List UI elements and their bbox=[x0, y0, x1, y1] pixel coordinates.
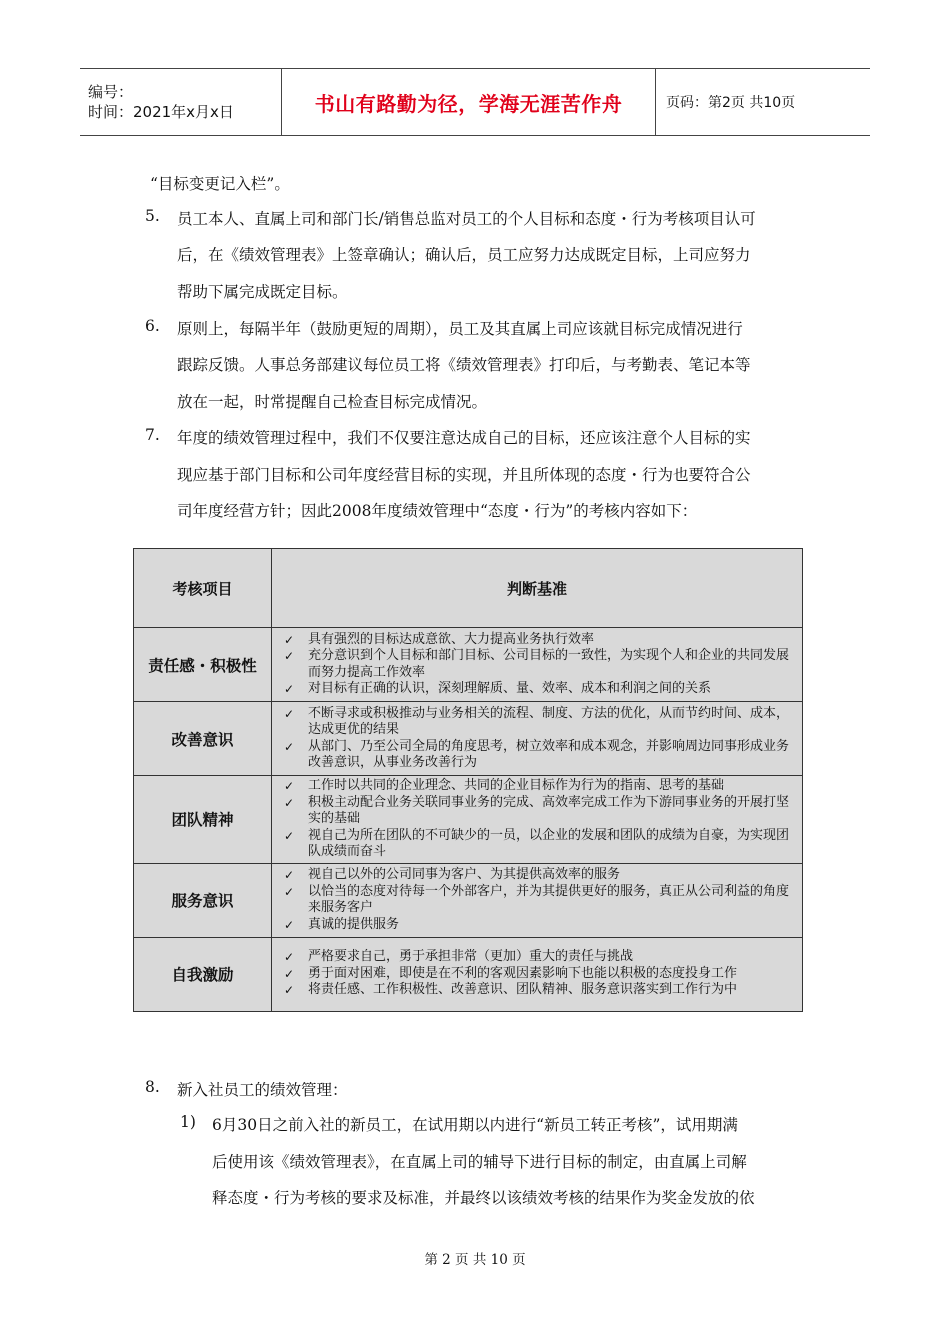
evaluation-criteria-table bbox=[133, 548, 803, 1012]
header-meta bbox=[80, 69, 282, 135]
criterion: ✓ 积极主动配合业务关联同事业务的完成、高效率完成工作为下游同事业务的开展打坚实的基础 bbox=[276, 795, 796, 828]
check-icon: ✓ bbox=[284, 966, 295, 981]
criterion: ✓ 以恰当的态度对待每一个外部客户，并为其提供更好的服务，真正从公司利益的角度来服务客户 bbox=[276, 884, 796, 917]
criterion: ✓ 从部门、乃至公司全局的角度思考，树立效率和成本观念，并影响周边同事形成业务改善意识，从事业务改善行为 bbox=[276, 739, 796, 772]
table-row bbox=[134, 702, 803, 776]
criterion: ✓ 具有强烈的目标达成意欲、大力提高业务执行效率 bbox=[276, 632, 796, 649]
paragraph-line: 员工本人、直属上司和部门长/销售总监对员工的个人目标和态度・行为考核项目认可 bbox=[177, 210, 756, 228]
column-header-criteria: 判断基准 bbox=[272, 549, 803, 628]
criterion: ✓ 工作时以共同的企业理念、共同的企业目标作为行为的指南、思考的基础 bbox=[276, 778, 796, 795]
check-icon: ✓ bbox=[284, 795, 295, 810]
check-icon: ✓ bbox=[284, 868, 295, 882]
document-header bbox=[80, 68, 870, 136]
criterion: ✓ 不断寻求或积极推动与业务相关的流程、制度、方法的优化，从而节约时间、成本，达成更优的结果 bbox=[276, 706, 796, 739]
paragraph-line: 6月30日之前入社的新员工，在试用期以内进行“新员工转正考核”，试用期满 bbox=[212, 1116, 738, 1134]
item-number: 8. bbox=[145, 1078, 160, 1096]
row-item-label: 自我激励 bbox=[134, 937, 272, 1011]
table-row bbox=[134, 776, 803, 864]
paragraph-line: 年度的绩效管理过程中，我们不仅要注意达成自己的目标，还应该注意个人目标的实 bbox=[177, 429, 751, 447]
paragraph-line: 新入社员工的绩效管理： bbox=[177, 1081, 348, 1099]
criterion: ✓ 真诚的提供服务 bbox=[276, 917, 796, 934]
check-icon: ✓ bbox=[284, 884, 295, 899]
header-page-label: 页码：第2页 共10页 bbox=[666, 95, 796, 111]
sub-item-number: 1) bbox=[180, 1113, 196, 1131]
check-icon: ✓ bbox=[284, 950, 295, 965]
paragraph-line: 后，在《绩效管理表》上签章确认；确认后，员工应努力达成既定目标，上司应努力 bbox=[177, 246, 751, 264]
check-icon: ✓ bbox=[284, 682, 295, 696]
paragraph-line: 现应基于部门目标和公司年度经营目标的实现，并且所体现的态度・行为也要符合公 bbox=[177, 466, 751, 484]
header-motto: 书山有路勤为径，学海无涯苦作舟 bbox=[282, 69, 656, 135]
paragraph-line: “目标变更记入栏”。 bbox=[150, 175, 290, 193]
paragraph-line: 后使用该《绩效管理表》，在直属上司的辅导下进行目标的制定，由直属上司解 bbox=[212, 1153, 747, 1171]
row-criteria bbox=[272, 863, 803, 937]
table-row bbox=[134, 628, 803, 702]
paragraph-line: 司年度经营方针；因此2008年度绩效管理中“态度・行为”的考核内容如下： bbox=[177, 502, 698, 520]
table-row bbox=[134, 937, 803, 1011]
number-label: 编号： bbox=[88, 83, 134, 101]
row-item-label: 改善意识 bbox=[134, 702, 272, 776]
column-header-item: 考核项目 bbox=[134, 549, 272, 628]
criterion: ✓ 对目标有正确的认识，深刻理解质、量、效率、成本和利润之间的关系 bbox=[276, 681, 796, 698]
row-criteria bbox=[272, 702, 803, 776]
date-label: 时间：2021年x月x日 bbox=[88, 103, 234, 121]
check-icon: ✓ bbox=[284, 828, 295, 843]
page-footer: 第 2 页 共 10 页 bbox=[424, 1252, 526, 1268]
criterion: ✓ 充分意识到个人目标和部门目标、公司目标的一致性，为实现个人和企业的共同发展而努力提高工作效率 bbox=[276, 648, 796, 681]
criterion: ✓ 视自己为所在团队的不可缺少的一员，以企业的发展和团队的成绩为自豪，为实现团队成绩而奋斗 bbox=[276, 828, 796, 861]
row-item-label: 团队精神 bbox=[134, 776, 272, 864]
table-row bbox=[134, 863, 803, 937]
check-icon: ✓ bbox=[284, 983, 295, 998]
item-number: 6. bbox=[145, 317, 160, 335]
check-icon: ✓ bbox=[284, 649, 295, 663]
row-item-label: 服务意识 bbox=[134, 863, 272, 937]
check-icon: ✓ bbox=[284, 632, 295, 647]
criterion: ✓ 严格要求自己，勇于承担非常（更加）重大的责任与挑战 bbox=[276, 949, 796, 966]
criterion: ✓ 视自己以外的公司同事为客户、为其提供高效率的服务 bbox=[276, 867, 796, 884]
paragraph-line: 放在一起，时常提醒自己检查目标完成情况。 bbox=[177, 393, 488, 411]
check-icon: ✓ bbox=[284, 917, 295, 932]
row-criteria bbox=[272, 776, 803, 864]
item-number: 5. bbox=[145, 207, 160, 225]
paragraph-line: 帮助下属完成既定目标。 bbox=[177, 283, 348, 301]
row-criteria bbox=[272, 937, 803, 1011]
check-icon: ✓ bbox=[284, 739, 295, 754]
check-icon: ✓ bbox=[284, 779, 295, 793]
paragraph-line: 跟踪反馈。人事总务部建议每位员工将《绩效管理表》打印后，与考勤表、笔记本等 bbox=[177, 356, 751, 374]
row-item-label: 责任感・积极性 bbox=[134, 628, 272, 702]
check-icon: ✓ bbox=[284, 706, 295, 721]
paragraph-line: 释态度・行为考核的要求及标准，并最终以该绩效考核的结果作为奖金发放的依 bbox=[212, 1189, 755, 1207]
criterion: ✓ 勇于面对困难，即使是在不利的客观因素影响下也能以积极的态度投身工作 bbox=[276, 966, 796, 983]
criterion: ✓ 将责任感、工作积极性、改善意识、团队精神、服务意识落实到工作行为中 bbox=[276, 982, 796, 999]
paragraph-line: 原则上，每隔半年（鼓励更短的周期），员工及其直属上司应该就目标完成情况进行 bbox=[177, 320, 743, 338]
row-criteria bbox=[272, 628, 803, 702]
item-number: 7. bbox=[145, 426, 160, 444]
